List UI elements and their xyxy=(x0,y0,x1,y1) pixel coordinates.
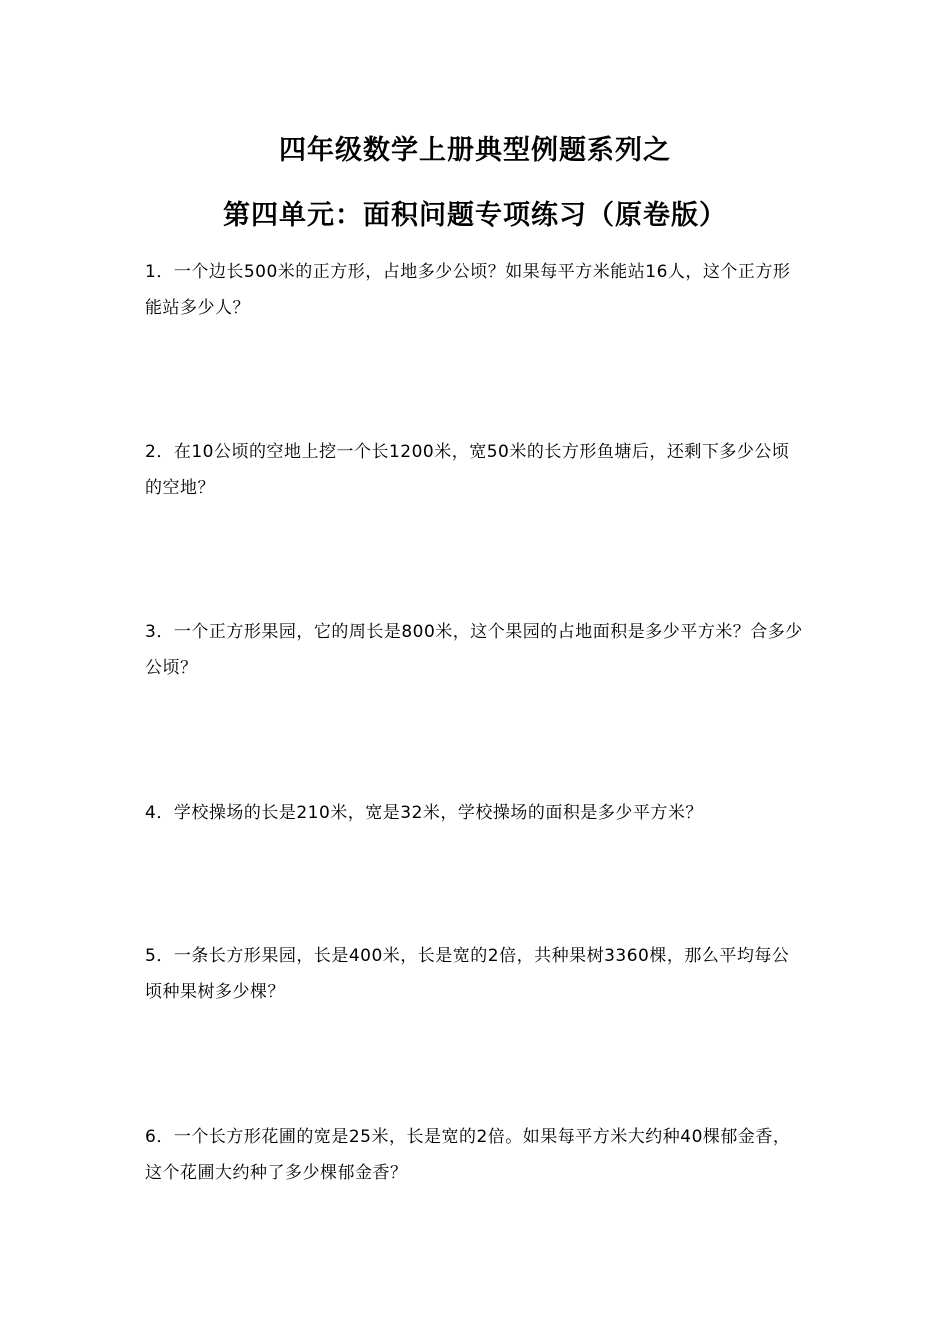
question-4: 4．学校操场的长是210米，宽是32米，学校操场的面积是多少平方米？ xyxy=(145,803,703,823)
question-5: 5．一条长方形果园，长是400米，长是宽的2倍，共种果树3360棵，那么平均每公顷种果树多少棵？ xyxy=(145,946,790,1002)
document-title-line2: 第四单元：面积问题专项练习（原卷版） xyxy=(223,200,727,231)
question-1: 1．一个边长500米的正方形，占地多少公顷？如果每平方米能站16人，这个正方形能站多少人？ xyxy=(145,262,791,318)
document-title-line1: 四年级数学上册典型例题系列之 xyxy=(279,135,671,166)
question-2: 2．在10公顷的空地上挖一个长1200米，宽50米的长方形鱼塘后，还剩下多少公顷的空地？ xyxy=(145,442,790,498)
question-6: 6．一个长方形花圃的宽是25米，长是宽的2倍。如果每平方米大约种40棵郁金香，这个花圃大约种了多少棵郁金香？ xyxy=(145,1127,791,1183)
question-3: 3．一个正方形果园，它的周长是800米，这个果园的占地面积是多少平方米？合多少公顷？ xyxy=(145,622,803,678)
